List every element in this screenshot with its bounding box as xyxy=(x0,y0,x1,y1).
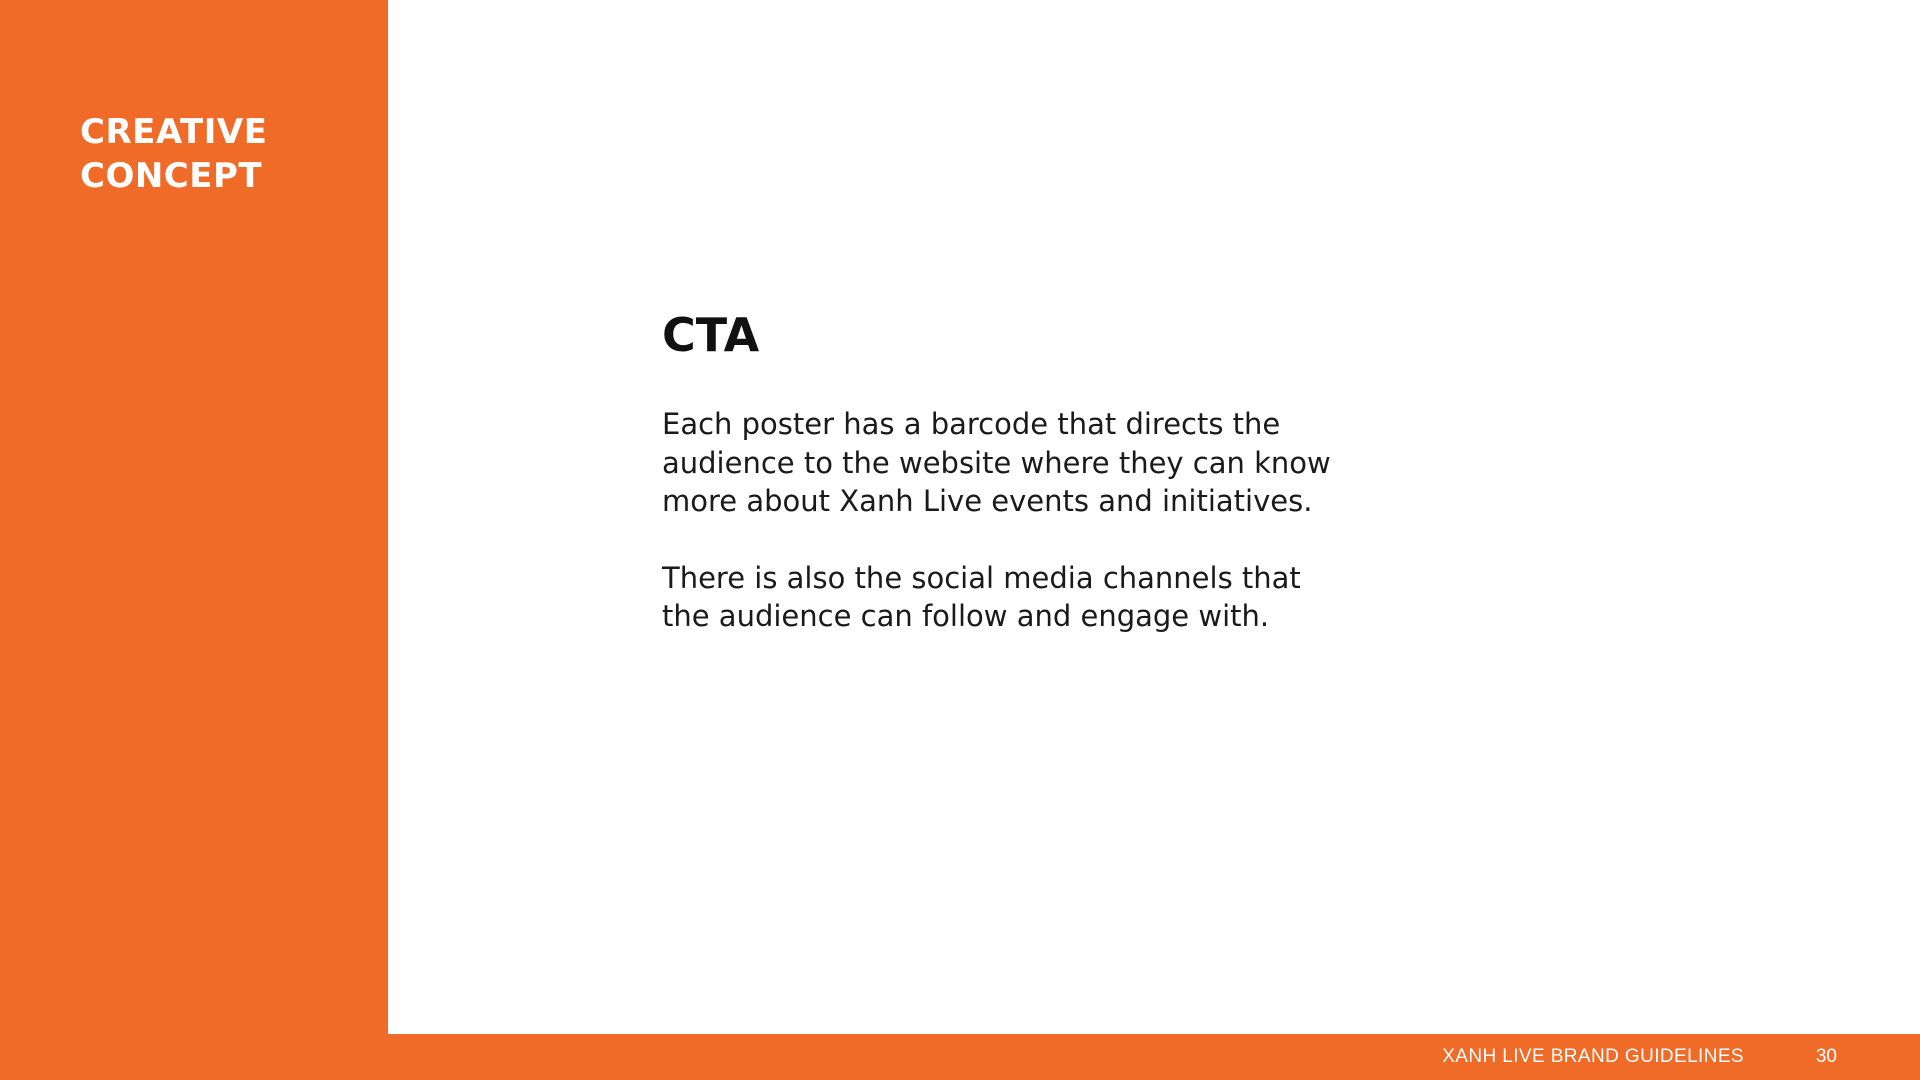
paragraph-line: more about Xanh Live events and initiatives. xyxy=(662,484,1313,518)
page-heading: CTA xyxy=(662,308,760,362)
section-title xyxy=(80,110,380,198)
body-paragraph-2 xyxy=(662,559,1422,636)
main-content xyxy=(662,305,1462,674)
sidebar-panel xyxy=(0,0,388,1080)
paragraph-line: There is also the social media channels that xyxy=(662,560,1301,595)
section-title-line: CREATIVE xyxy=(80,112,268,152)
page-number: 30 xyxy=(1815,1046,1837,1067)
footer-label: XANH LIVE BRAND GUIDELINES xyxy=(1442,1046,1744,1067)
paragraph-line: Each poster has a barcode that directs the xyxy=(662,407,1281,441)
section-title-line: CONCEPT xyxy=(80,156,263,196)
footer-bar xyxy=(0,1034,1920,1080)
body-paragraph-1 xyxy=(662,405,1422,521)
paragraph-line: the audience can follow and engage with. xyxy=(662,599,1270,633)
paragraph-line: audience to the website where they can know xyxy=(662,445,1331,480)
